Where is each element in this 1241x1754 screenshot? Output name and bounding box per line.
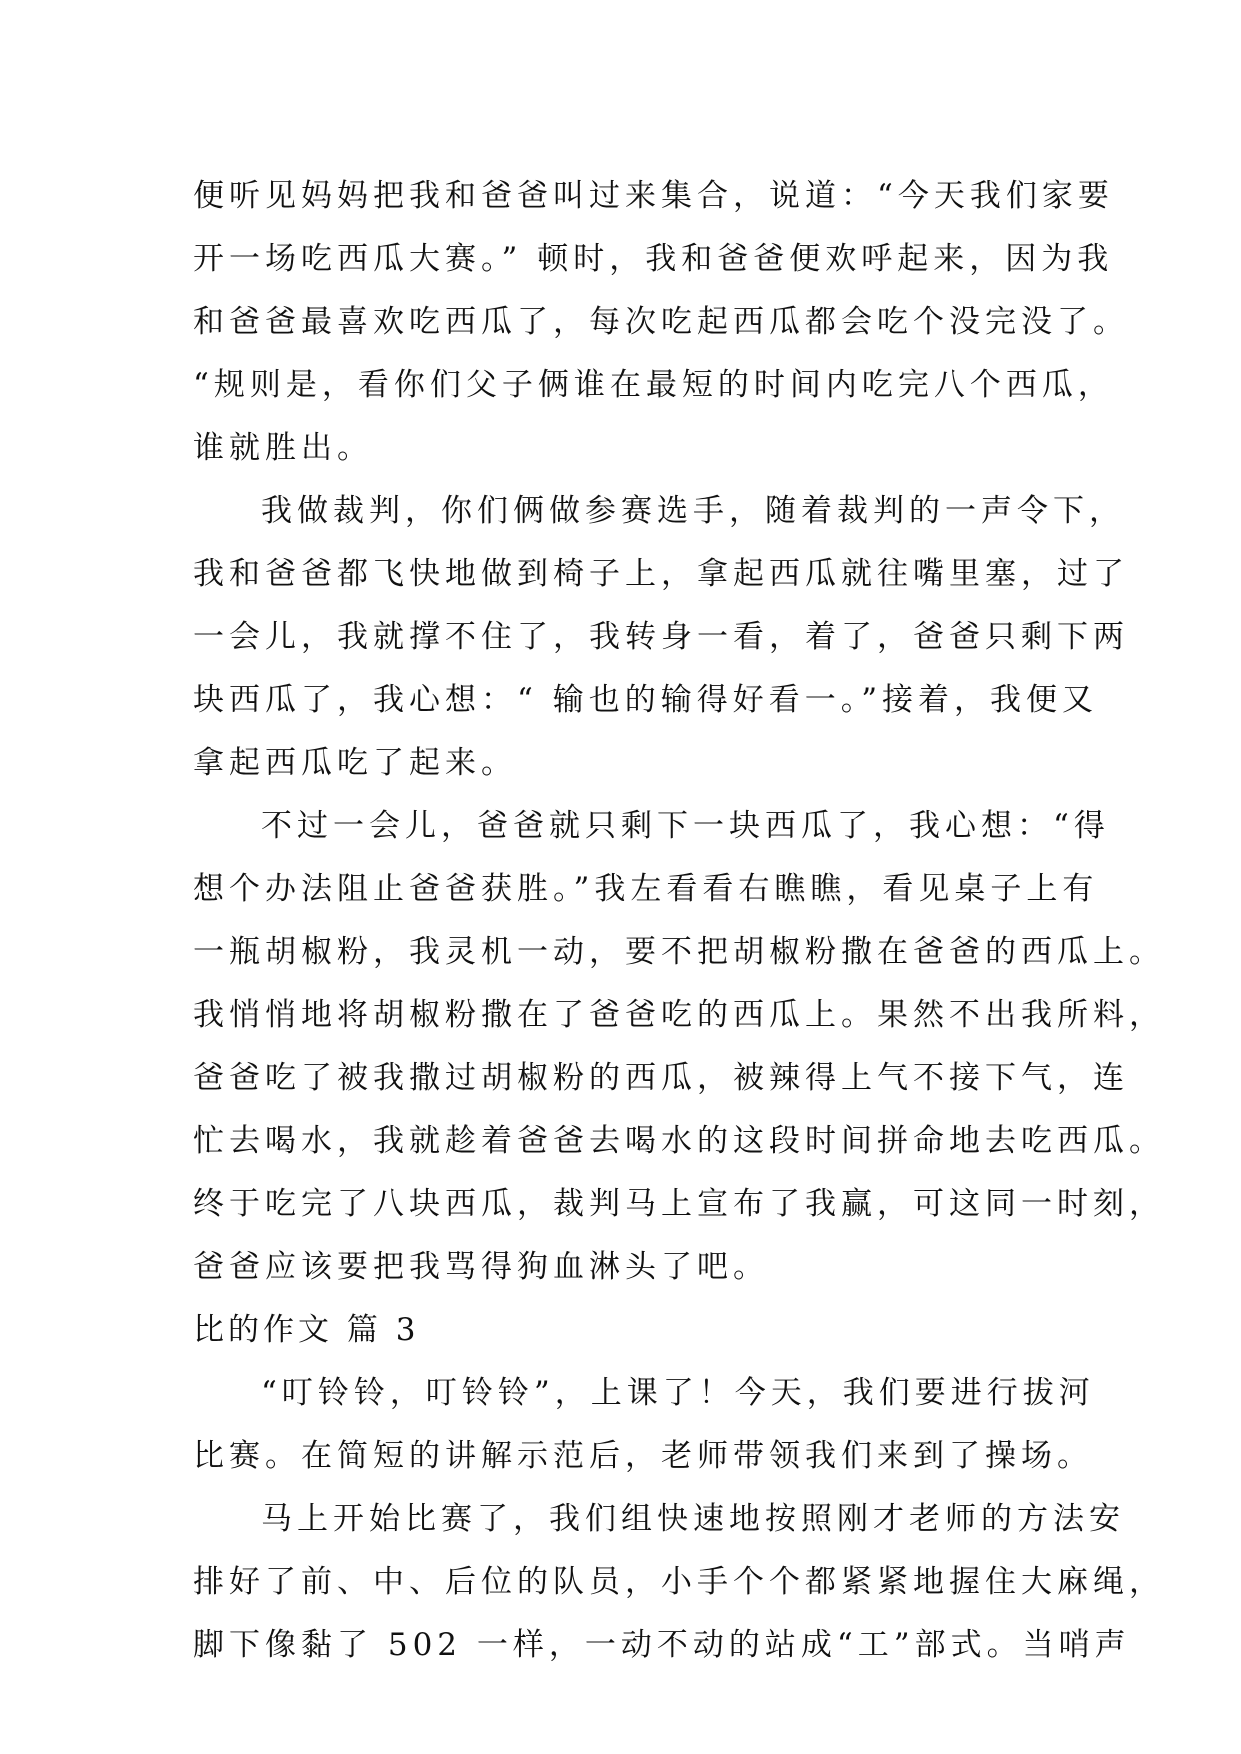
paragraph <box>193 165 1129 480</box>
text-line: 排好了前、中、后位的队员，小手个个都紧紧地握住大麻绳， <box>193 1564 1165 1600</box>
text-line: 想个办法阻止爸爸获胜。”我左看看右瞧瞧，看见桌子上有 <box>193 871 1099 907</box>
text-line: 爸爸应该要把我骂得狗血淋头了吧。 <box>193 1249 769 1285</box>
text-line: 忙去喝水，我就趁着爸爸去喝水的这段时间拼命地去吃西瓜。 <box>193 1123 1165 1159</box>
text-line: 块西瓜了，我心想：“ 输也的输得好看一。”接着，我便又 <box>193 682 1099 718</box>
text-line: 脚下像黏了 502 一样，一动不动的站成“工”部式。当哨声 <box>193 1627 1131 1663</box>
text-line: 我悄悄地将胡椒粉撒在了爸爸吃的西瓜上。果然不出我所料， <box>193 997 1165 1033</box>
text-line: 终于吃完了八块西瓜，裁判马上宣布了我赢，可这同一时刻， <box>193 1186 1165 1222</box>
paragraph <box>193 1362 1095 1488</box>
text-line: 我做裁判，你们俩做参赛选手，随着裁判的一声令下， <box>261 493 1125 529</box>
text-line: 开一场吃西瓜大赛。” 顿时，我和爸爸便欢呼起来，因为我 <box>193 241 1114 277</box>
text-line: 不过一会儿，爸爸就只剩下一块西瓜了，我心想：“得 <box>261 808 1110 844</box>
text-line: 马上开始比赛了，我们组快速地按照刚才老师的方法安 <box>261 1501 1125 1537</box>
text-line: 爸爸吃了被我撒过胡椒粉的西瓜，被辣得上气不接下气，连 <box>193 1060 1129 1096</box>
text-line: 一瓶胡椒粉，我灵机一动，要不把胡椒粉撒在爸爸的西瓜上。 <box>193 934 1165 970</box>
text-line: 比赛。在简短的讲解示范后，老师带领我们来到了操场。 <box>193 1438 1093 1474</box>
section-heading: 比的作文 篇 3 <box>193 1312 420 1348</box>
document-body <box>193 165 1165 1677</box>
paragraph <box>193 1488 1165 1677</box>
text-line: 我和爸爸都飞快地做到椅子上，拿起西瓜就往嘴里塞，过了 <box>193 556 1129 592</box>
text-line: 便听见妈妈把我和爸爸叫过来集合，说道：“今天我们家要 <box>193 178 1114 214</box>
text-line: 拿起西瓜吃了起来。 <box>193 745 517 781</box>
paragraph <box>193 795 1165 1299</box>
text-line: “规则是，看你们父子俩谁在最短的时间内吃完八个西瓜， <box>193 367 1114 403</box>
text-line: 谁就胜出。 <box>193 430 373 466</box>
text-line: 和爸爸最喜欢吃西瓜了，每次吃起西瓜都会吃个没完没了。 <box>193 304 1129 340</box>
paragraph <box>193 480 1129 795</box>
text-line: 一会儿，我就撑不住了，我转身一看，着了，爸爸只剩下两 <box>193 619 1129 655</box>
text-line: “叮铃铃，叮铃铃”，上课了！今天，我们要进行拔河 <box>261 1375 1095 1411</box>
